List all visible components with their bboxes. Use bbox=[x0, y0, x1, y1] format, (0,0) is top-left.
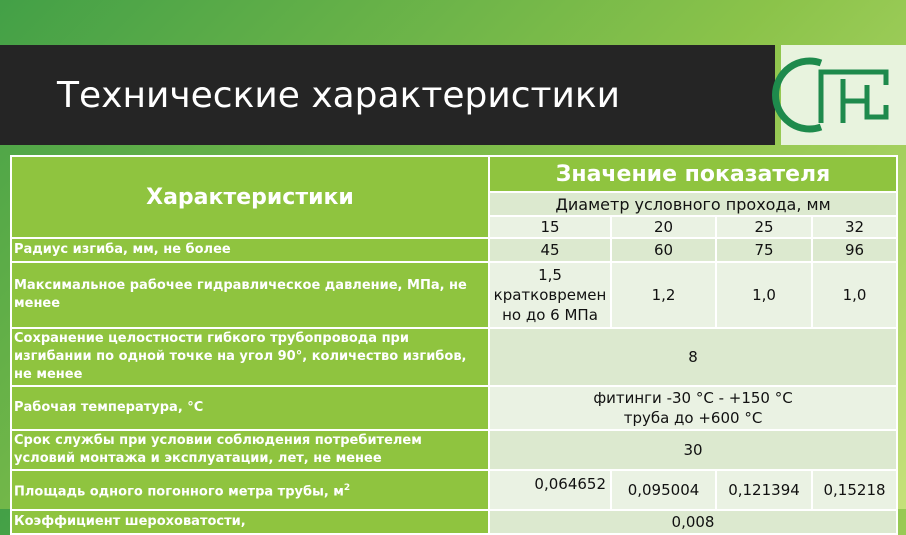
cell-value: 0,008 bbox=[489, 510, 897, 534]
table-header-row bbox=[11, 156, 897, 192]
table-row bbox=[11, 238, 897, 262]
company-logo bbox=[781, 45, 906, 145]
cell-value: 0,095004 bbox=[611, 470, 716, 510]
logo-k-arms bbox=[843, 85, 886, 117]
row-label-max-pressure: Максимальное рабочее гидравлическое давление, МПа, не менее bbox=[11, 262, 489, 328]
logo-c-shape bbox=[776, 61, 821, 129]
cell-value: 1,2 bbox=[611, 262, 716, 328]
company-logo-icon bbox=[781, 45, 906, 145]
slide-title: Технические характеристики bbox=[57, 75, 621, 116]
cell-value: 1,5 кратковремен но до 6 МПа bbox=[489, 262, 611, 328]
cell-value: 0,064652 bbox=[489, 470, 611, 510]
table-row bbox=[11, 510, 897, 534]
table-row bbox=[11, 430, 897, 470]
cell-value: 45 bbox=[489, 238, 611, 262]
table-row bbox=[11, 262, 897, 328]
diameter-20: 20 bbox=[611, 216, 716, 238]
header-diameter-label: Диаметр условного прохода, мм bbox=[489, 192, 897, 216]
row-label-bend-radius: Радиус изгиба, мм, не более bbox=[11, 238, 489, 262]
cell-value: 30 bbox=[489, 430, 897, 470]
cell-value: 96 bbox=[812, 238, 897, 262]
table-row bbox=[11, 328, 897, 386]
cell-value: 60 bbox=[611, 238, 716, 262]
row-label-bend-count: Сохранение целостности гибкого трубопровода при изгибании по одной точке на угол 90°, количество изгибов, не менее bbox=[11, 328, 489, 386]
row-label-temperature: Рабочая температура, °С bbox=[11, 386, 489, 430]
row-label-roughness: Коэффициент шероховатости, bbox=[11, 510, 489, 534]
cell-value: 75 bbox=[716, 238, 812, 262]
diameter-32: 32 bbox=[812, 216, 897, 238]
cell-value: фитинги -30 °С - +150 °С труба до +600 °С bbox=[489, 386, 897, 430]
cell-value: 1,0 bbox=[716, 262, 812, 328]
table-row bbox=[11, 386, 897, 430]
cell-value: 0,121394 bbox=[716, 470, 812, 510]
specifications-table bbox=[10, 155, 898, 535]
cell-value: 0,15218 bbox=[812, 470, 897, 510]
header-value-indicator: Значение показателя bbox=[489, 156, 897, 192]
header-characteristics: Характеристики bbox=[11, 156, 489, 238]
row-label-area-text: Площадь одного погонного метра трубы, м bbox=[14, 484, 344, 500]
diameter-15: 15 bbox=[489, 216, 611, 238]
table-row bbox=[11, 470, 897, 510]
cell-value: 8 bbox=[489, 328, 897, 386]
cell-value: 1,0 bbox=[812, 262, 897, 328]
diameter-25: 25 bbox=[716, 216, 812, 238]
row-label-area bbox=[11, 470, 489, 510]
row-label-service-life: Срок службы при условии соблюдения потребителем условий монтажа и эксплуатации, лет, не менее bbox=[11, 430, 489, 470]
row-label-area-superscript: 2 bbox=[343, 482, 351, 493]
